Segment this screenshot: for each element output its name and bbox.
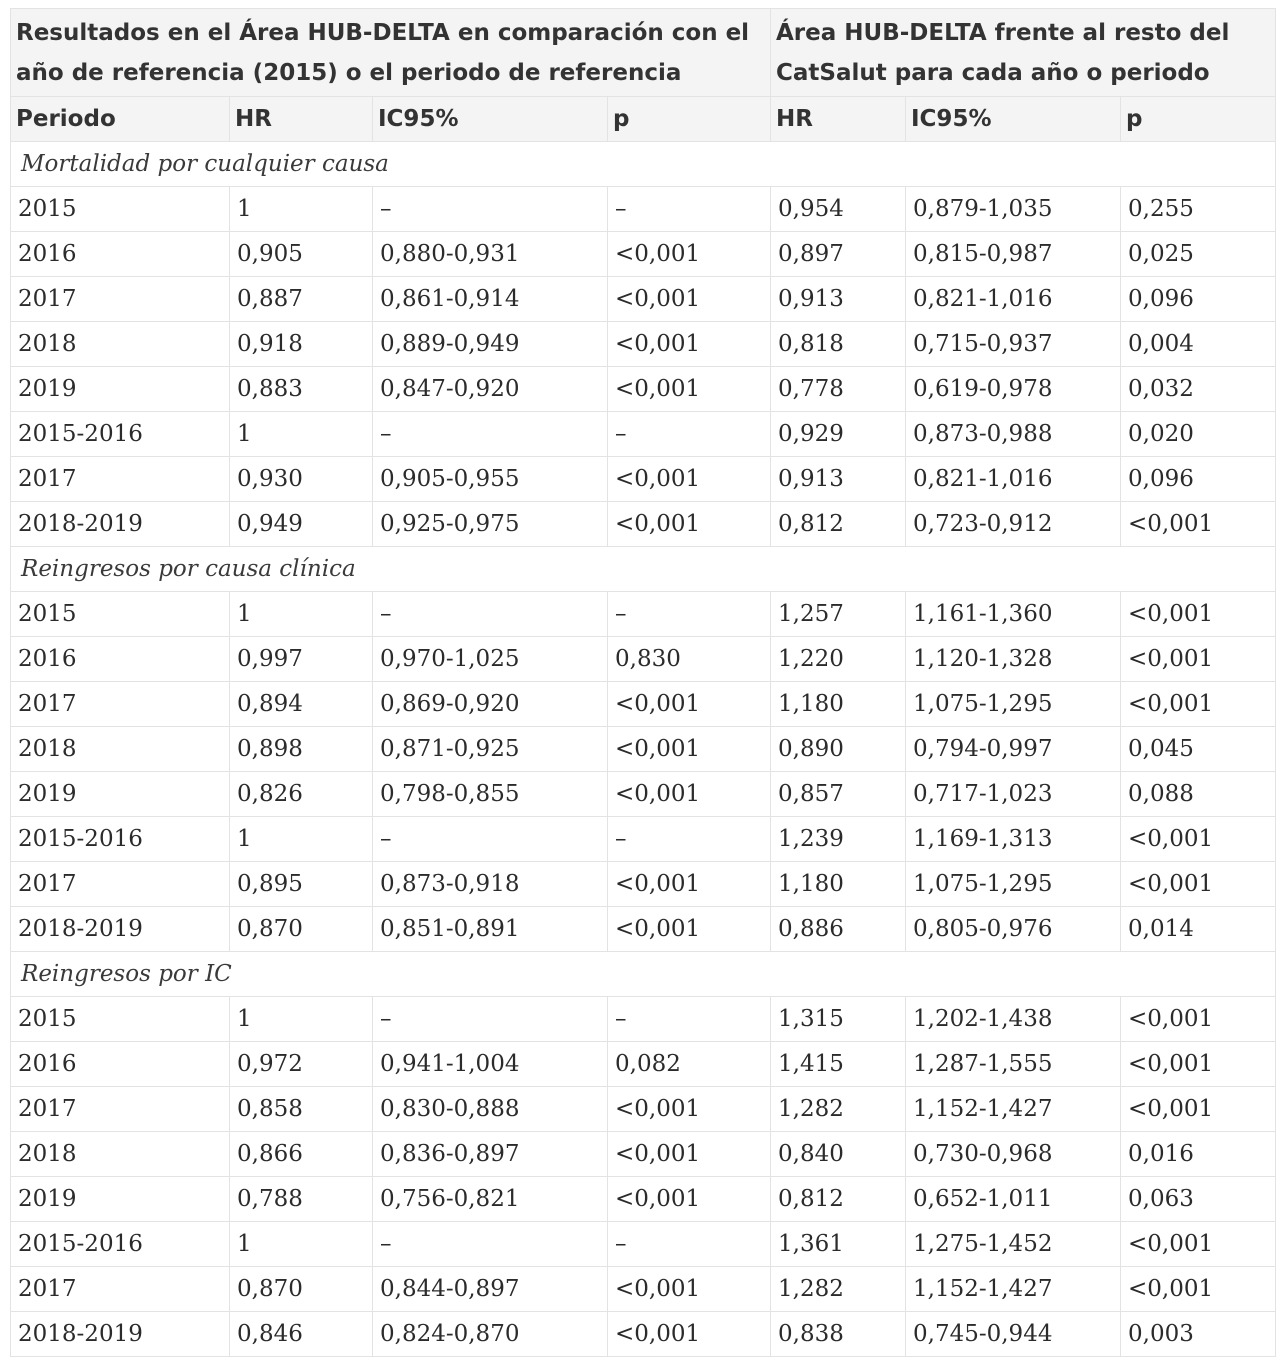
cell-p: <0,001	[608, 277, 771, 322]
cell-ic95-catsalut: 0,723-0,912	[906, 502, 1121, 547]
cell-p: <0,001	[608, 772, 771, 817]
cell-hr-catsalut: 1,361	[771, 1222, 906, 1267]
table-row	[11, 727, 1276, 772]
cell-p: <0,001	[608, 727, 771, 772]
cell-ic95-catsalut: 0,652-1,011	[906, 1177, 1121, 1222]
table-header	[11, 9, 1276, 142]
section-row	[11, 547, 1276, 592]
cell-ic95-catsalut: 1,152-1,427	[906, 1267, 1121, 1312]
cell-periodo: 2016	[11, 232, 230, 277]
group-header-reference: Resultados en el Área HUB-DELTA en comparación con el año de referencia (2015) o el periodo de referencia	[11, 9, 771, 97]
cell-ic95-catsalut: 0,821-1,016	[906, 457, 1121, 502]
cell-p-catsalut: 0,016	[1121, 1132, 1276, 1177]
table-row	[11, 772, 1276, 817]
cell-periodo: 2015	[11, 997, 230, 1042]
cell-ic95-catsalut: 1,287-1,555	[906, 1042, 1121, 1087]
cell-hr: 1	[230, 412, 373, 457]
cell-p-catsalut: 0,004	[1121, 322, 1276, 367]
cell-hr-catsalut: 1,180	[771, 682, 906, 727]
table-row	[11, 322, 1276, 367]
cell-hr: 0,858	[230, 1087, 373, 1132]
cell-ic95-catsalut: 0,821-1,016	[906, 277, 1121, 322]
cell-p: <0,001	[608, 322, 771, 367]
section-title: Reingresos por IC	[11, 952, 1276, 997]
cell-hr-catsalut: 0,812	[771, 1177, 906, 1222]
cell-ic95-catsalut: 0,873-0,988	[906, 412, 1121, 457]
cell-p: <0,001	[608, 1132, 771, 1177]
cell-hr-catsalut: 1,239	[771, 817, 906, 862]
cell-ic95: 0,905-0,955	[373, 457, 608, 502]
table-row	[11, 637, 1276, 682]
column-header-hr-catsalut: HR	[771, 97, 906, 142]
cell-periodo: 2017	[11, 457, 230, 502]
cell-hr: 0,918	[230, 322, 373, 367]
cell-p: <0,001	[608, 862, 771, 907]
cell-p: –	[608, 412, 771, 457]
cell-ic95: –	[373, 412, 608, 457]
cell-hr: 1	[230, 997, 373, 1042]
cell-hr-catsalut: 0,913	[771, 277, 906, 322]
cell-hr: 1	[230, 817, 373, 862]
cell-ic95-catsalut: 1,075-1,295	[906, 682, 1121, 727]
cell-p: <0,001	[608, 367, 771, 412]
table-row	[11, 277, 1276, 322]
cell-p: <0,001	[608, 1267, 771, 1312]
cell-p-catsalut: <0,001	[1121, 1267, 1276, 1312]
table-row	[11, 907, 1276, 952]
cell-ic95: 0,869-0,920	[373, 682, 608, 727]
cell-ic95-catsalut: 1,161-1,360	[906, 592, 1121, 637]
cell-periodo: 2018-2019	[11, 502, 230, 547]
cell-p: <0,001	[608, 1177, 771, 1222]
cell-hr-catsalut: 0,840	[771, 1132, 906, 1177]
cell-hr: 0,905	[230, 232, 373, 277]
table-row	[11, 1222, 1276, 1267]
cell-hr-catsalut: 0,954	[771, 187, 906, 232]
cell-ic95-catsalut: 1,120-1,328	[906, 637, 1121, 682]
cell-p: –	[608, 997, 771, 1042]
cell-periodo: 2015-2016	[11, 1222, 230, 1267]
cell-p: –	[608, 592, 771, 637]
cell-ic95: –	[373, 592, 608, 637]
cell-ic95-catsalut: 1,152-1,427	[906, 1087, 1121, 1132]
cell-p-catsalut: 0,096	[1121, 457, 1276, 502]
cell-ic95: 0,873-0,918	[373, 862, 608, 907]
cell-hr: 0,887	[230, 277, 373, 322]
cell-ic95: 0,844-0,897	[373, 1267, 608, 1312]
cell-ic95: 0,830-0,888	[373, 1087, 608, 1132]
column-header-p: p	[608, 97, 771, 142]
section-title: Mortalidad por cualquier causa	[11, 142, 1276, 187]
cell-hr-catsalut: 0,838	[771, 1312, 906, 1357]
cell-p-catsalut: <0,001	[1121, 502, 1276, 547]
cell-ic95: 0,851-0,891	[373, 907, 608, 952]
cell-periodo: 2017	[11, 1087, 230, 1132]
column-header-p-catsalut: p	[1121, 97, 1276, 142]
cell-hr: 0,894	[230, 682, 373, 727]
cell-periodo: 2016	[11, 637, 230, 682]
cell-hr: 0,949	[230, 502, 373, 547]
cell-ic95-catsalut: 0,745-0,944	[906, 1312, 1121, 1357]
cell-ic95-catsalut: 0,879-1,035	[906, 187, 1121, 232]
cell-ic95-catsalut: 1,169-1,313	[906, 817, 1121, 862]
cell-periodo: 2018	[11, 1132, 230, 1177]
cell-p: <0,001	[608, 232, 771, 277]
cell-periodo: 2018	[11, 322, 230, 367]
cell-periodo: 2019	[11, 367, 230, 412]
cell-hr: 1	[230, 592, 373, 637]
cell-p-catsalut: <0,001	[1121, 637, 1276, 682]
cell-ic95: 0,925-0,975	[373, 502, 608, 547]
cell-hr-catsalut: 0,897	[771, 232, 906, 277]
cell-hr-catsalut: 0,886	[771, 907, 906, 952]
column-header-row	[11, 97, 1276, 142]
cell-periodo: 2019	[11, 772, 230, 817]
cell-periodo: 2019	[11, 1177, 230, 1222]
table-row	[11, 1177, 1276, 1222]
cell-hr-catsalut: 0,818	[771, 322, 906, 367]
cell-hr: 0,898	[230, 727, 373, 772]
cell-ic95-catsalut: 1,202-1,438	[906, 997, 1121, 1042]
cell-p: 0,082	[608, 1042, 771, 1087]
cell-p: <0,001	[608, 502, 771, 547]
cell-hr: 0,870	[230, 1267, 373, 1312]
cell-p-catsalut: 0,045	[1121, 727, 1276, 772]
table-row	[11, 412, 1276, 457]
cell-ic95: –	[373, 997, 608, 1042]
cell-periodo: 2015	[11, 187, 230, 232]
cell-hr-catsalut: 1,415	[771, 1042, 906, 1087]
cell-hr: 0,883	[230, 367, 373, 412]
table-row	[11, 367, 1276, 412]
section-row	[11, 952, 1276, 997]
table-row	[11, 592, 1276, 637]
cell-ic95: 0,889-0,949	[373, 322, 608, 367]
cell-p-catsalut: 0,014	[1121, 907, 1276, 952]
cell-hr: 1	[230, 1222, 373, 1267]
cell-p: –	[608, 1222, 771, 1267]
cell-p: –	[608, 817, 771, 862]
cell-p-catsalut: 0,020	[1121, 412, 1276, 457]
cell-ic95: 0,756-0,821	[373, 1177, 608, 1222]
cell-hr: 0,788	[230, 1177, 373, 1222]
column-header-hr: HR	[230, 97, 373, 142]
cell-ic95: –	[373, 817, 608, 862]
cell-ic95: 0,847-0,920	[373, 367, 608, 412]
cell-p-catsalut: <0,001	[1121, 1087, 1276, 1132]
table-body	[11, 142, 1276, 1357]
cell-hr-catsalut: 1,282	[771, 1087, 906, 1132]
table-row	[11, 1087, 1276, 1132]
cell-hr: 0,870	[230, 907, 373, 952]
cell-hr-catsalut: 0,778	[771, 367, 906, 412]
cell-p-catsalut: <0,001	[1121, 592, 1276, 637]
cell-hr: 0,930	[230, 457, 373, 502]
cell-hr-catsalut: 1,220	[771, 637, 906, 682]
cell-ic95: 0,880-0,931	[373, 232, 608, 277]
cell-p-catsalut: <0,001	[1121, 1222, 1276, 1267]
cell-ic95-catsalut: 0,715-0,937	[906, 322, 1121, 367]
cell-p-catsalut: 0,063	[1121, 1177, 1276, 1222]
cell-ic95: 0,836-0,897	[373, 1132, 608, 1177]
cell-p: –	[608, 187, 771, 232]
cell-p: 0,830	[608, 637, 771, 682]
table-row	[11, 502, 1276, 547]
cell-periodo: 2017	[11, 1267, 230, 1312]
cell-hr-catsalut: 1,282	[771, 1267, 906, 1312]
cell-p-catsalut: <0,001	[1121, 862, 1276, 907]
cell-ic95: 0,941-1,004	[373, 1042, 608, 1087]
cell-ic95-catsalut: 1,275-1,452	[906, 1222, 1121, 1267]
cell-ic95-catsalut: 0,805-0,976	[906, 907, 1121, 952]
cell-ic95-catsalut: 1,075-1,295	[906, 862, 1121, 907]
cell-hr-catsalut: 0,812	[771, 502, 906, 547]
cell-p: <0,001	[608, 682, 771, 727]
cell-ic95: 0,871-0,925	[373, 727, 608, 772]
table-row	[11, 997, 1276, 1042]
table-row	[11, 682, 1276, 727]
cell-periodo: 2017	[11, 862, 230, 907]
cell-hr-catsalut: 0,890	[771, 727, 906, 772]
cell-p-catsalut: <0,001	[1121, 682, 1276, 727]
table-row	[11, 457, 1276, 502]
table-row	[11, 817, 1276, 862]
cell-ic95: 0,798-0,855	[373, 772, 608, 817]
cell-hr: 0,997	[230, 637, 373, 682]
cell-hr: 0,826	[230, 772, 373, 817]
cell-periodo: 2018	[11, 727, 230, 772]
cell-p-catsalut: 0,032	[1121, 367, 1276, 412]
cell-ic95-catsalut: 0,794-0,997	[906, 727, 1121, 772]
table-row	[11, 232, 1276, 277]
cell-p: <0,001	[608, 457, 771, 502]
cell-hr-catsalut: 1,315	[771, 997, 906, 1042]
table-row	[11, 187, 1276, 232]
cell-periodo: 2017	[11, 277, 230, 322]
table-row	[11, 1312, 1276, 1357]
cell-hr-catsalut: 0,929	[771, 412, 906, 457]
cell-ic95-catsalut: 0,815-0,987	[906, 232, 1121, 277]
cell-p-catsalut: <0,001	[1121, 997, 1276, 1042]
cell-ic95-catsalut: 0,717-1,023	[906, 772, 1121, 817]
cell-hr: 1	[230, 187, 373, 232]
cell-p-catsalut: 0,255	[1121, 187, 1276, 232]
cell-p: <0,001	[608, 1312, 771, 1357]
column-header-ic95-catsalut: IC95%	[906, 97, 1121, 142]
cell-p-catsalut: 0,003	[1121, 1312, 1276, 1357]
cell-ic95-catsalut: 0,619-0,978	[906, 367, 1121, 412]
results-table	[10, 8, 1276, 1357]
cell-p-catsalut: <0,001	[1121, 817, 1276, 862]
cell-hr: 0,866	[230, 1132, 373, 1177]
cell-periodo: 2018-2019	[11, 1312, 230, 1357]
cell-periodo: 2015	[11, 592, 230, 637]
cell-ic95: 0,970-1,025	[373, 637, 608, 682]
cell-hr-catsalut: 0,857	[771, 772, 906, 817]
cell-ic95: 0,824-0,870	[373, 1312, 608, 1357]
group-header-catsalut: Área HUB-DELTA frente al resto del CatSalut para cada año o periodo	[771, 9, 1276, 97]
cell-hr: 0,895	[230, 862, 373, 907]
cell-periodo: 2016	[11, 1042, 230, 1087]
cell-periodo: 2015-2016	[11, 412, 230, 457]
cell-hr: 0,972	[230, 1042, 373, 1087]
cell-periodo: 2017	[11, 682, 230, 727]
cell-hr-catsalut: 1,180	[771, 862, 906, 907]
column-header-ic95: IC95%	[373, 97, 608, 142]
cell-p-catsalut: 0,025	[1121, 232, 1276, 277]
cell-p-catsalut: <0,001	[1121, 1042, 1276, 1087]
table-row	[11, 1132, 1276, 1177]
cell-p: <0,001	[608, 907, 771, 952]
cell-ic95: –	[373, 187, 608, 232]
cell-p: <0,001	[608, 1087, 771, 1132]
table-row	[11, 1042, 1276, 1087]
section-row	[11, 142, 1276, 187]
column-header-periodo: Periodo	[11, 97, 230, 142]
cell-hr-catsalut: 1,257	[771, 592, 906, 637]
cell-periodo: 2018-2019	[11, 907, 230, 952]
group-header-row	[11, 9, 1276, 97]
table-row	[11, 862, 1276, 907]
cell-ic95-catsalut: 0,730-0,968	[906, 1132, 1121, 1177]
table-row	[11, 1267, 1276, 1312]
cell-hr-catsalut: 0,913	[771, 457, 906, 502]
cell-periodo: 2015-2016	[11, 817, 230, 862]
cell-p-catsalut: 0,096	[1121, 277, 1276, 322]
cell-ic95: 0,861-0,914	[373, 277, 608, 322]
cell-hr: 0,846	[230, 1312, 373, 1357]
cell-p-catsalut: 0,088	[1121, 772, 1276, 817]
cell-ic95: –	[373, 1222, 608, 1267]
section-title: Reingresos por causa clínica	[11, 547, 1276, 592]
